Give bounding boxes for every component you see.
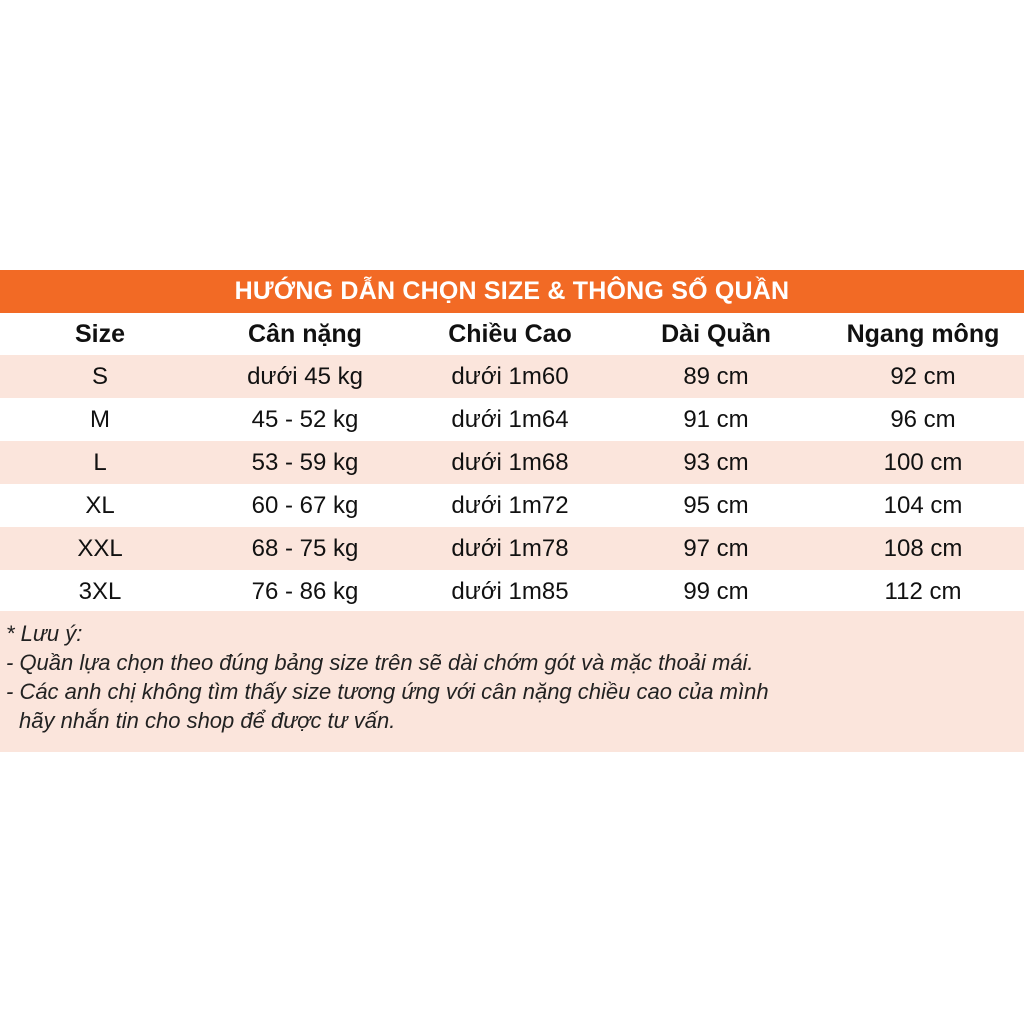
height-cell: dưới 1m68 — [451, 448, 569, 476]
hip-cell: 92 cm — [890, 362, 956, 390]
weight-cell: 53 - 59 kg — [251, 448, 359, 476]
length-cell: 89 cm — [683, 362, 749, 390]
table-header-row — [0, 313, 1024, 355]
length-cell: 95 cm — [683, 491, 749, 519]
notes-line: - Quần lựa chọn theo đúng bảng size trên sẽ dài chớm gót và mặc thoải mái. — [6, 650, 754, 675]
size-cell: 3XL — [78, 577, 122, 605]
notes-line: - Các anh chị không tìm thấy size tương ứng với cân nặng chiều cao của mình — [6, 679, 769, 704]
height-cell: dưới 1m60 — [451, 362, 569, 390]
notes-box — [0, 611, 1024, 752]
size-guide-title: HƯỚNG DẪN CHỌN SIZE & THÔNG SỐ QUẦN — [0, 270, 1024, 313]
height-cell: dưới 1m85 — [451, 577, 569, 605]
notes-line: hãy nhắn tin cho shop để được tư vấn. — [19, 708, 396, 733]
length-cell: 93 cm — [683, 448, 749, 476]
header-hip: Ngang mông — [846, 319, 1000, 348]
table-row — [0, 527, 1024, 570]
size-cell: S — [91, 362, 108, 390]
hip-cell: 96 cm — [890, 405, 956, 433]
length-cell: 91 cm — [683, 405, 749, 433]
size-cell: XL — [85, 491, 115, 519]
height-cell: dưới 1m64 — [451, 405, 569, 433]
size-table — [0, 313, 1024, 613]
weight-cell: 68 - 75 kg — [251, 534, 359, 562]
hip-cell: 104 cm — [883, 491, 963, 519]
header-length: Dài Quần — [661, 319, 771, 348]
size-cell: M — [90, 405, 110, 433]
weight-cell: 45 - 52 kg — [251, 405, 359, 433]
size-cell: XXL — [77, 534, 123, 562]
height-cell: dưới 1m78 — [451, 534, 569, 562]
table-row — [0, 441, 1024, 484]
table-row — [0, 355, 1024, 398]
length-cell: 97 cm — [683, 534, 749, 562]
table-row — [0, 398, 1024, 441]
length-cell: 99 cm — [683, 577, 749, 605]
weight-cell: 76 - 86 kg — [251, 577, 359, 605]
header-height: Chiều Cao — [448, 319, 572, 348]
notes-label: * Lưu ý: — [6, 621, 83, 646]
weight-cell: 60 - 67 kg — [251, 491, 359, 519]
header-weight: Cân nặng — [248, 319, 362, 348]
hip-cell: 112 cm — [884, 577, 962, 605]
hip-cell: 100 cm — [883, 448, 963, 476]
hip-cell: 108 cm — [883, 534, 963, 562]
table-row — [0, 570, 1024, 613]
weight-cell: dưới 45 kg — [247, 362, 363, 390]
height-cell: dưới 1m72 — [451, 491, 569, 519]
header-size: Size — [74, 319, 126, 348]
size-cell: L — [93, 448, 107, 476]
table-row — [0, 484, 1024, 527]
